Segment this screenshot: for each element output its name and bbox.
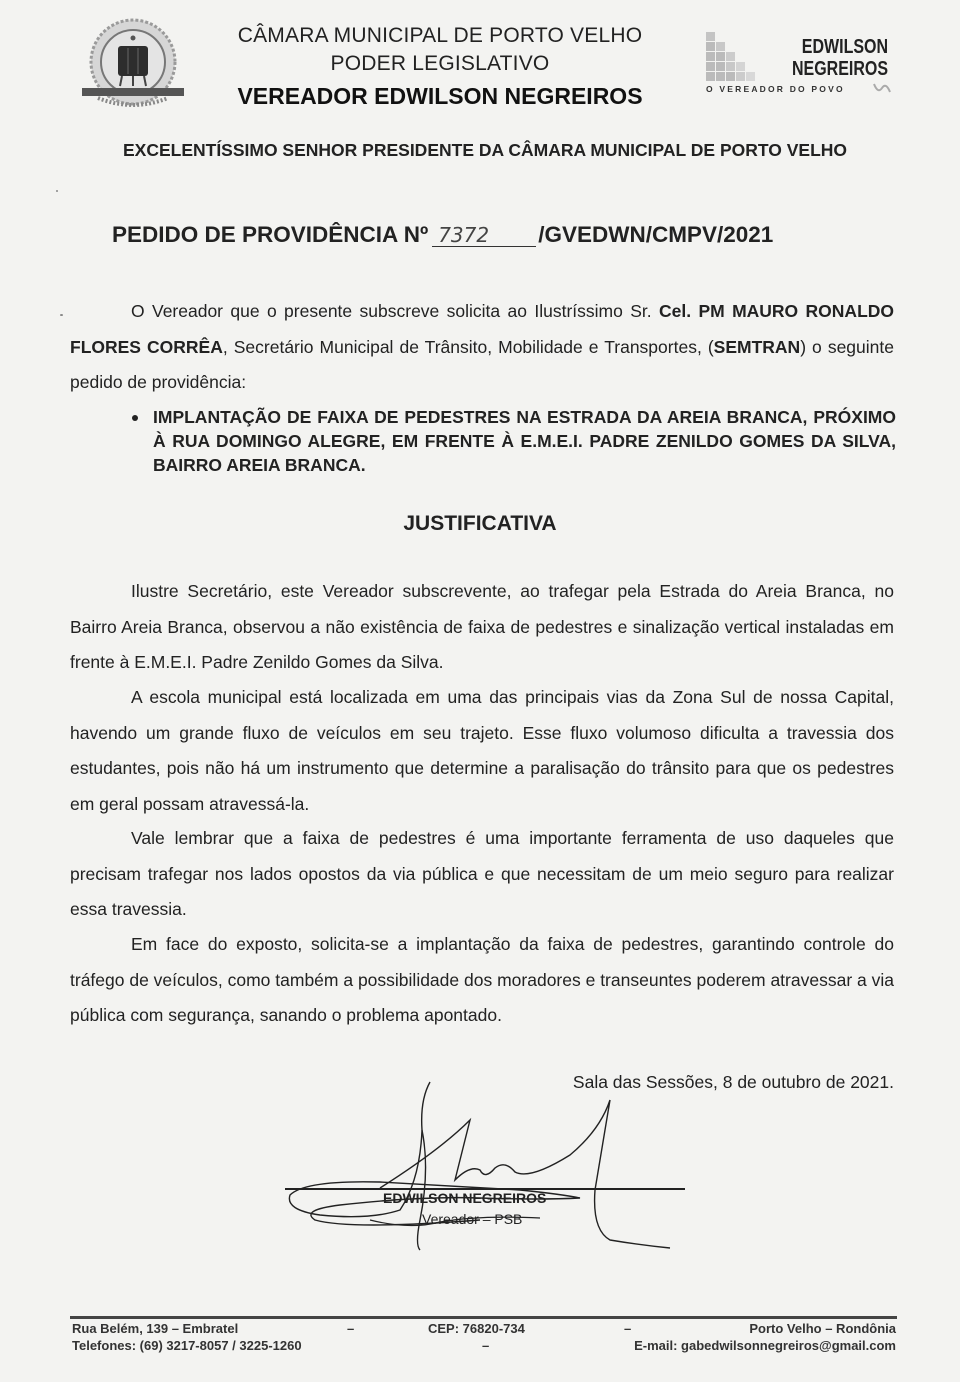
footer-separator: – (482, 1338, 490, 1353)
secretary-name: Cel. PM MAURO RONALDO FLORES CORRÊA (70, 301, 895, 357)
footer-separator: – (347, 1321, 355, 1336)
justification-paragraph: Vale lembrar que a faixa de pedestres é uma importante ferramenta de uso daqueles que precisam trafegar nos lados opostos da via pública e que necessitam de um meio seguro para realizar essa travessia. (70, 828, 894, 919)
footer-cep: CEP: 76820-734 (428, 1321, 525, 1336)
signatory-name: EDWILSON NEGREIROS (383, 1190, 547, 1206)
branch-name: PODER LEGISLATIVO (330, 52, 550, 75)
intro-paragraph: O Vereador que o presente subscreve solicita ao Ilustríssimo Sr. Cel. PM MAURO RONALDO FLORES CORRÊA, Secretário Municipal de Trânsito, Mobilidade e Transportes, (SEMTRAN) o seguinte pedido de providência: (70, 301, 895, 392)
footer-phones: Telefones: (69) 3217-8057 / 3225-1260 (72, 1338, 302, 1353)
councilor-name: VEREADOR EDWILSON NEGREIROS (237, 83, 643, 109)
request-number: 7372 (432, 224, 536, 247)
justification-paragraph: Ilustre Secretário, este Vereador subscrevente, ao trafegar pela Estrada do Areia Branca, no Bairro Areia Branca, observou a não existência de faixa de pedestres e sinalização vertical instaladas em frente à E.M.E.I. Padre Zenildo Gomes da Silva. (70, 581, 894, 672)
handwritten-signature-icon (280, 1070, 700, 1260)
footer-address: Rua Belém, 139 – Embratel (72, 1321, 239, 1336)
footer-city: Porto Velho – Rondônia (749, 1321, 896, 1336)
footer-separator: – (624, 1321, 632, 1336)
logo-tagline: O VEREADOR DO POVO (706, 84, 845, 94)
agency-acronym: SEMTRAN (713, 336, 801, 357)
request-title-prefix: PEDIDO DE PROVIDÊNCIA Nº (112, 222, 429, 247)
justification-paragraph: Em face do exposto, solicita-se a implantação da faixa de pedestres, garantindo controle do tráfego de veículos, como também a possibilidade dos moradores e transeuntes poderem atravessar a via pública com segurança, sanando o problema apontado. (70, 934, 894, 1025)
letterhead (195, 22, 685, 112)
logo-blocks-icon (706, 32, 766, 82)
footer-divider (70, 1316, 897, 1319)
party-logo-icon (872, 80, 892, 96)
signatory-role: Vereador – PSB (422, 1211, 523, 1227)
chamber-name: CÂMARA MUNICIPAL DE PORTO VELHO (237, 24, 643, 47)
justification-heading: JUSTIFICATIVA (403, 512, 557, 535)
scan-speck (56, 190, 58, 192)
footer (72, 1320, 896, 1354)
footer-email[interactable]: E-mail: gabedwilsonnegreiros@gmail.com (634, 1338, 896, 1353)
request-title (112, 222, 773, 248)
request-item-text: IMPLANTAÇÃO DE FAIXA DE PEDESTRES NA ESTRADA DA AREIA BRANCA, PRÓXIMO À RUA DOMINGO ALEGRE, EM FRENTE À E.M.E.I. PADRE ZENILDO GOMES DA SILVA, BAIRRO AREIA BRANCA. (153, 407, 896, 475)
justification-paragraph: A escola municipal está localizada em uma das principais vias da Zona Sul de nossa Capital, havendo um grande fluxo de veículos em seu trajeto. Esse fluxo volumoso dificulta a travessia dos estudantes, pois não há um instrumento que determine a paralisação do trânsito para que os pedestres em geral possam atravessá-la. (70, 687, 894, 814)
bullet-icon (132, 415, 138, 421)
request-title-suffix: /GVEDWN/CMPV/2021 (538, 222, 774, 247)
addressee: EXCELENTÍSSIMO SENHOR PRESIDENTE DA CÂMARA MUNICIPAL DE PORTO VELHO (122, 140, 848, 160)
municipal-seal-icon (78, 16, 188, 112)
councilor-logo (704, 30, 894, 102)
logo-name: EDWILSON NEGREIROS (791, 36, 888, 80)
scan-speck (60, 314, 63, 316)
place-date: Sala das Sessões, 8 de outubro de 2021. (572, 1072, 894, 1092)
